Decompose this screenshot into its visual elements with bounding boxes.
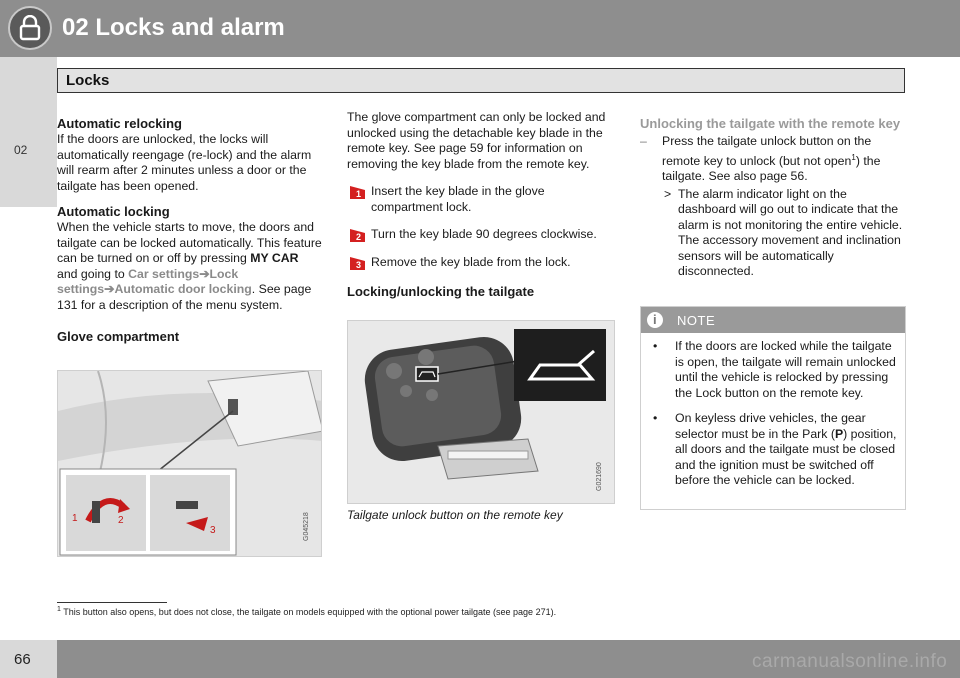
menu-path-auto-door-locking: Automatic door locking — [114, 282, 252, 296]
menu-path-car-settings: Car settings — [128, 266, 200, 281]
note-bullet-1-text: If the doors are locked while the tailgate is open, the tailgate will remain unlocked until the vehicle is relocked by pressing the Lock button on the remote key. — [675, 339, 896, 400]
unlock-tailgate-heading: Unlocking the tailgate with the remote key — [640, 116, 901, 131]
note-bullet-2 — [641, 411, 905, 489]
figure-caption: Tailgate unlock button on the remote key — [347, 508, 563, 522]
step-1 — [347, 184, 615, 215]
result-text: The alarm indicator light on the dashboard will go out to indicate that the alarm is not monitoring the entire vehicle. The accessory movement and inclination sensors will be automatically disconnected. — [678, 186, 903, 279]
step-2 — [347, 227, 615, 243]
step-3 — [347, 255, 615, 271]
section-header — [57, 68, 905, 93]
note-header — [641, 307, 905, 333]
step-1-badge-icon — [350, 186, 365, 199]
auto-lock-paragraph — [57, 220, 322, 313]
lock-icon — [8, 6, 52, 50]
note-bullet-1 — [641, 339, 905, 401]
note-box — [640, 306, 906, 510]
footnote-divider — [57, 602, 167, 603]
note-body — [641, 339, 905, 499]
instruction-text-a: Press the tailgate unlock button on the remote key to unlock (but not open — [662, 134, 872, 168]
footnote-ref: 1 — [851, 152, 856, 162]
instruction-text-b: ) the tailgate. See also page 56. — [662, 153, 881, 184]
svg-text:1: 1 — [72, 513, 78, 524]
column-left — [57, 116, 322, 345]
footnote-text: This button also opens, but does not close, the tailgate on models equipped with the optional power tailgate (see page 271). — [63, 607, 557, 617]
svg-text:2: 2 — [118, 515, 124, 526]
auto-lock-text-b: and going to — [57, 266, 125, 281]
menu-path-lock-settings: Lock settings — [57, 266, 239, 296]
glove-compartment-illustration — [57, 370, 322, 557]
footnote — [57, 606, 556, 617]
svg-text:3: 3 — [210, 525, 216, 536]
tailgate-heading: Locking/unlocking the tailgate — [347, 284, 535, 299]
auto-relock-text: If the doors are unlocked, the locks will automatically reengage (re-lock) and the alarm will rearm after 2 minutes unless a door or the tailgate has been opened. — [57, 132, 312, 193]
dash-marker: – — [640, 134, 647, 148]
step-2-badge-icon — [350, 229, 365, 242]
bullet-marker: • — [653, 339, 658, 353]
remote-key-illustration — [347, 320, 615, 504]
park-letter: P — [834, 426, 844, 441]
info-icon — [645, 310, 665, 330]
column-right — [640, 116, 906, 280]
svg-text:2: 2 — [356, 232, 362, 242]
glove-text: The glove compartment can only be locked and unlocked using the detachable key blade in the remote key. See page 59 for information on removing the key blade from the remote key. — [347, 110, 606, 171]
step-1-text: Insert the key blade in the glove compartment lock. — [371, 184, 545, 214]
figure-code: G045218 — [303, 512, 310, 541]
step-3-text: Remove the key blade from the lock. — [371, 254, 571, 269]
watermark: carmanualsonline.info — [752, 651, 948, 672]
auto-lock-heading: Automatic locking — [57, 204, 170, 219]
step-2-text: Turn the key blade 90 degrees clockwise. — [371, 227, 597, 241]
auto-lock-text-c: . See page 131 for a description of the menu system. — [57, 282, 312, 312]
arrow-right-icon: ➔ — [104, 282, 115, 296]
note-label: NOTE — [677, 313, 716, 328]
result-marker: > — [664, 186, 672, 201]
chapter-title: 02 Locks and alarm — [62, 14, 285, 41]
glove-heading: Glove compartment — [57, 329, 180, 344]
note-bullet-2-text-b: ) position, all doors and the tailgate must be closed and the ignition must be switched off before the vehicle can be locked. — [675, 426, 897, 487]
svg-text:3: 3 — [356, 259, 362, 270]
footnote-number: 1 — [57, 606, 61, 613]
info-glyph: i — [653, 312, 657, 327]
bullet-marker: • — [653, 411, 658, 425]
chapter-tab — [0, 57, 57, 207]
column-middle — [347, 110, 615, 300]
note-bullet-2-text-a: On keyless drive vehicles, the gear selector must be in the Park ( — [675, 411, 866, 441]
step-3-badge-icon — [350, 257, 365, 270]
figure-code: G021690 — [596, 462, 603, 491]
arrow-right-icon: ➔ — [199, 266, 210, 281]
page-number: 66 — [14, 651, 31, 668]
chapter-tab-number: 02 — [14, 143, 28, 157]
instruction-item — [640, 134, 906, 185]
section-title: Locks — [66, 72, 110, 89]
my-car-label: MY CAR — [250, 251, 299, 265]
auto-relock-heading: Automatic relocking — [57, 116, 182, 131]
result-item — [640, 187, 906, 280]
svg-text:1: 1 — [356, 189, 362, 199]
auto-lock-text-a: When the vehicle starts to move, the doors and tailgate can be locked automatically. This feature can be turned on or off by pressing — [57, 220, 322, 265]
